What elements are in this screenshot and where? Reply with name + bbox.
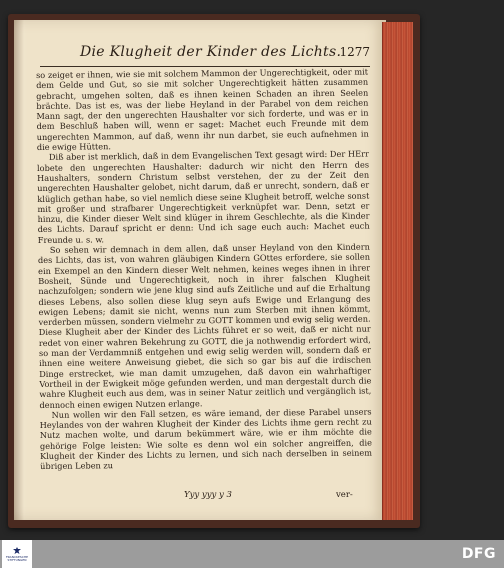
page-number: 1277	[339, 45, 370, 59]
running-title: Die Klugheit der Kinder des Lichts.	[80, 44, 342, 60]
paragraph: So sehen wir demnach in dem allen, daß unser Heyland von den Kindern des Lichts, das ist, von wahren gläubigen Kindern GOttes erfordere, sie sollen ein Exempel an den Kindern dieser Welt nehmen, keines weges ihnen in ihrer Bosheit, Sünde und Ungerechtigkeit, noch in ihrer falschen Klugheit nachzufolgen; sondern wie jene klug sind aufs Zeitliche und auf die Erhaltung dieses Lebens, also sollen diese klug seyn aufs Ewige und Erlangung des ewigen Lebens; damit sie nicht, wenns nun zum Sterben mit ihnen kömmt, verderben müssen, sondern vielmehr zu GOTT kommen und ewig selig werden. Diese Klugheit aber der Kinder des Lichts führet er so weit, daß er nicht nur redet von einer wahren Bekehrung zu GOTT, die ja nothwendig erfordert wird, so man der Verdammniß entgehen und ewig selig werden will, sondern daß er ihnen eine weitere Anweisung giebet, die sich so gar bis auf die irdischen Dinge erstrecket, wie man damit umzugehen, daß davon ein wahrhaftiger Vortheil in der Ewigkeit möge gefunden werden, und man dergestalt durch die wahre Klugheit euch aus dem, was in seiner Natur zeitlich und vergänglich ist, dennoch einen ewigen Nutzen erlange.	[37, 241, 372, 410]
catchword: ver-	[336, 490, 353, 500]
viewer-footer-bar	[0, 540, 504, 568]
paragraph: Nun wollen wir den Fall setzen, es wäre iemand, der diese Parabel unsers Heylandes von der wahren Klugheit der Kinder des Lichts ihme gern recht zu Nutz machen wolte, und darum bekümmert wäre, wie er ihm möchte die gehörige Folge leisten: Wie solte es denn wol ein solcher angreiffen, die Klugheit der Kinder des Lichts zu lernen, und sich nach derselben in seinem übrigen Leben zu	[39, 406, 373, 472]
body-text	[36, 67, 372, 500]
paragraph: so zeiget er ihnen, wie sie mit solchem Mammon der Ungerechtigkeit, oder mit dem Gelde und Gut, so sie mit solcher Ungerechtigkeit hätten zusammen gebracht, umgehen solten, daß es ihnen keinen Schaden an ihren Seelen brächte. Das ist es, was der liebe Heyland in der Parabel von dem reichen Mann sagt, der den ungerechten Haushalter vor sich forderte, und was er in dem Beschluß haben will, wenn er saget: Machet euch Freunde mit dem ungerechten Mammon, auf daß, wenn ihr nun darbet, sie euch aufnehmen in die ewige Hütten.	[36, 66, 369, 153]
library-logo[interactable]	[2, 540, 32, 568]
red-fore-edge	[382, 22, 413, 520]
paragraph: Diß aber ist merklich, daß in dem Evangelischen Text gesagt wird: Der HErr lobete den ungerechten Haushalter: dadurch wir nicht den Herrn des Haushalters, sondern Christum selbst verstehen, der zu der Zeit den ungerechten Haushalter gelobet, nicht darum, daß er unrecht, sondern, daß er klüglich gethan habe, so viel nemlich diese seine Klugheit betroff, welche sonst mit großer und strafbarer Ungerechtigkeit verknüpfet war. Denn, setzt er hinzu, die Kinder dieser Welt sind klüger in ihrem Geschlechte, als die Kinder des Lichts. Darauf spricht er denn: Und ich sage euch auch: Machet euch Freunde u. s. w.	[36, 148, 370, 245]
running-header	[40, 42, 370, 67]
dfg-logo[interactable]: DFG	[461, 546, 496, 562]
signature-mark: Yyy yyy y 3	[184, 490, 232, 500]
page-gutter-shadow	[14, 20, 24, 520]
library-logo-text: FRANCKESCHE STIFTUNGEN	[5, 555, 29, 562]
